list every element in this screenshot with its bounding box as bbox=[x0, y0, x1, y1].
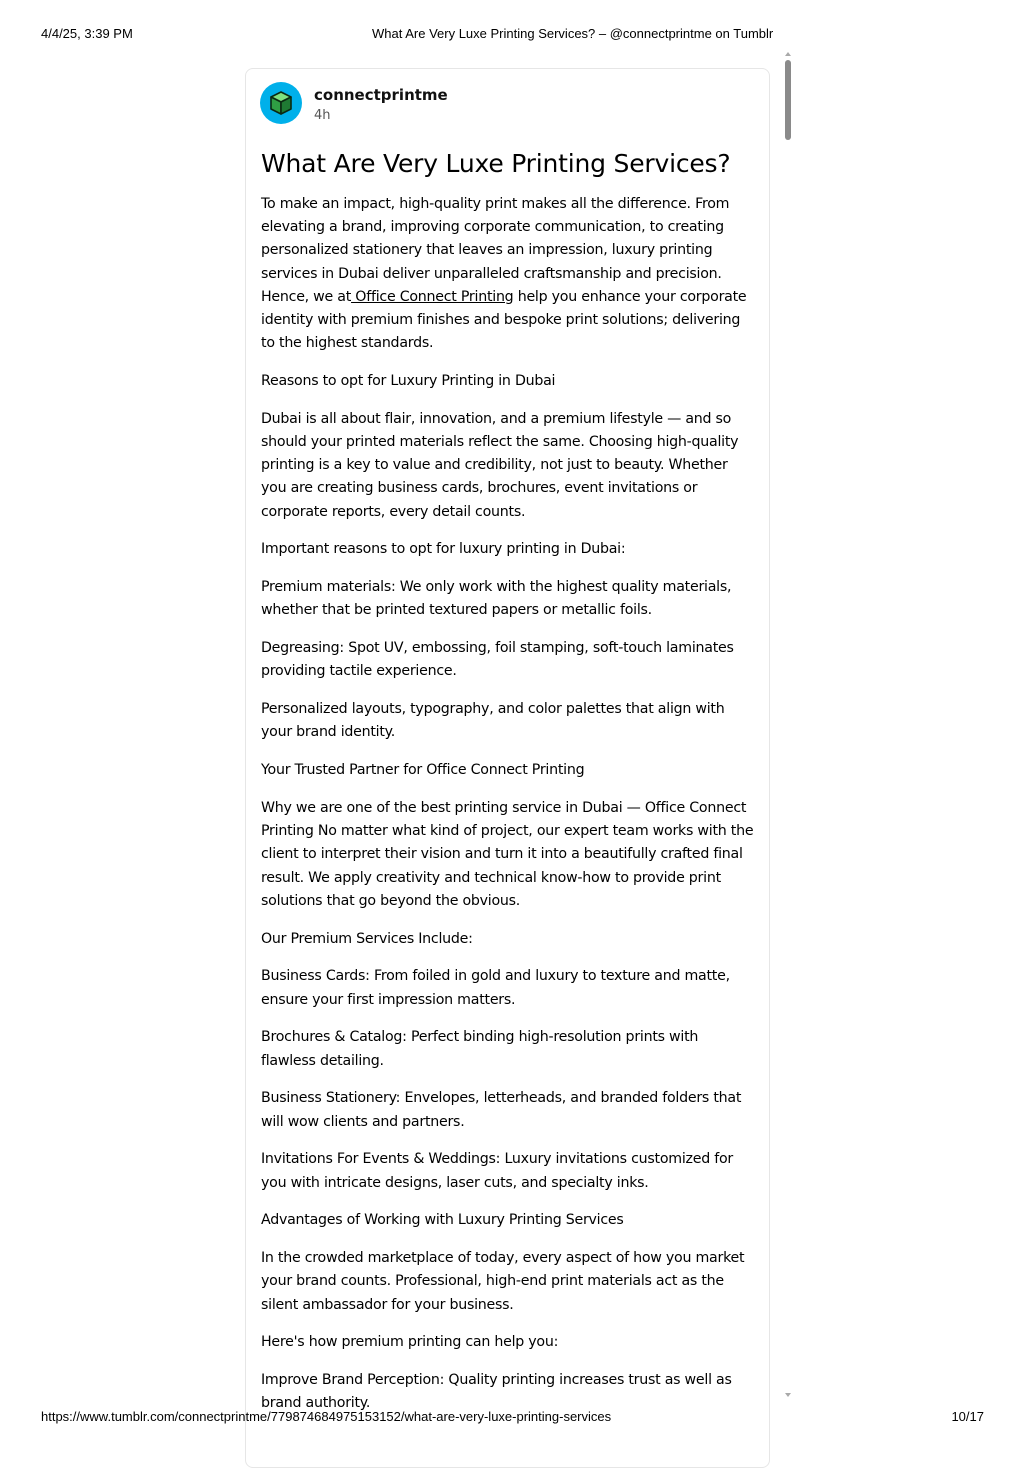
body-paragraph: Improve Brand Perception: Quality printing increases trust as well as brand authority. bbox=[261, 1372, 732, 1412]
body-paragraph: Premium materials: We only work with the highest quality materials, whether that be printed textured papers or metallic foils. bbox=[261, 579, 732, 619]
body-paragraph: Invitations For Events & Weddings: Luxury invitations customized for you with intricate designs, laser cuts, and specialty inks. bbox=[261, 1151, 733, 1191]
body-paragraph: Reasons to opt for Luxury Printing in Dubai bbox=[261, 373, 556, 390]
scrollbar-thumb[interactable] bbox=[785, 60, 791, 140]
body-paragraph: Brochures & Catalog: Perfect binding high-resolution prints with flawless detailing. bbox=[261, 1029, 699, 1069]
post-header bbox=[260, 82, 740, 128]
body-paragraph: Our Premium Services Include: bbox=[261, 930, 473, 947]
print-page-number: 10/17 bbox=[951, 1409, 984, 1424]
post-timestamp[interactable]: 4h bbox=[314, 108, 331, 123]
print-datetime: 4/4/25, 3:39 PM bbox=[41, 26, 133, 41]
body-paragraph: Dubai is all about flair, innovation, and a premium lifestyle — and so should your printed materials reflect the same. Choosing high-quality printing is a key to value and credibility, not just to beauty. Whether you are creating business cards, brochures, event invitations or corporate reports, every detail counts. bbox=[261, 410, 739, 520]
post-title: What Are Very Luxe Printing Services? bbox=[261, 149, 731, 178]
body-paragraph: Degreasing: Spot UV, embossing, foil stamping, soft-touch laminates providing tactile experience. bbox=[261, 640, 734, 680]
body-paragraph: In the crowded marketplace of today, every aspect of how you market your brand counts. Professional, high-end print materials act as the silent ambassador for your business. bbox=[261, 1250, 745, 1313]
vertical-scrollbar[interactable] bbox=[783, 52, 793, 1398]
body-paragraph: Personalized layouts, typography, and color palettes that align with your brand identity. bbox=[261, 701, 725, 741]
intro-text-after: help you enhance your corporate identity with premium finishes and bespoke print solutions; delivering to the highest standards. bbox=[261, 288, 747, 352]
body-paragraph: Why we are one of the best printing service in Dubai — Office Connect Printing No matter what kind of project, our expert team works with the client to interpret their vision and turn it into a beautifully crafted final result. We apply creativity and technical know-how to provide print solutions that go beyond the obvious. bbox=[261, 800, 754, 909]
page-viewport bbox=[0, 52, 1024, 1412]
scroll-down-arrow-icon[interactable] bbox=[785, 1393, 791, 1397]
cube-icon bbox=[269, 90, 293, 116]
body-paragraph: Important reasons to opt for luxury printing in Dubai: bbox=[261, 541, 626, 558]
body-paragraph: Here's how premium printing can help you: bbox=[261, 1334, 559, 1351]
print-header bbox=[41, 26, 984, 42]
intro-text-before: To make an impact, high-quality print makes all the difference. From elevating a brand, improving corporate communication, to creating personalized stationery that leaves an impression, luxury printing services in Dubai deliver unparalleled craftsmanship and precision. Hence, we at bbox=[261, 196, 730, 305]
intro-paragraph bbox=[261, 193, 756, 355]
print-document-title: What Are Very Luxe Printing Services? – @connectprintme on Tumblr bbox=[372, 26, 774, 41]
print-url: https://www.tumblr.com/connectprintme/779874684975153152/what-are-very-luxe-printing-services bbox=[41, 1409, 612, 1424]
body-paragraph: Business Cards: From foiled in gold and luxury to texture and matte, ensure your first impression matters. bbox=[261, 968, 730, 1008]
office-connect-printing-link[interactable]: Office Connect Printing bbox=[351, 288, 514, 305]
body-paragraph: Business Stationery: Envelopes, letterheads, and branded folders that will wow clients and partners. bbox=[261, 1090, 742, 1130]
post-card bbox=[245, 68, 770, 1468]
scroll-up-arrow-icon[interactable] bbox=[785, 52, 791, 56]
body-paragraph: Advantages of Working with Luxury Printing Services bbox=[261, 1212, 624, 1229]
blog-name-link[interactable]: connectprintme bbox=[314, 86, 448, 104]
blog-avatar[interactable] bbox=[260, 82, 302, 124]
print-footer bbox=[41, 1409, 984, 1425]
body-paragraph: Your Trusted Partner for Office Connect Printing bbox=[261, 762, 585, 779]
post-body bbox=[261, 193, 756, 1430]
